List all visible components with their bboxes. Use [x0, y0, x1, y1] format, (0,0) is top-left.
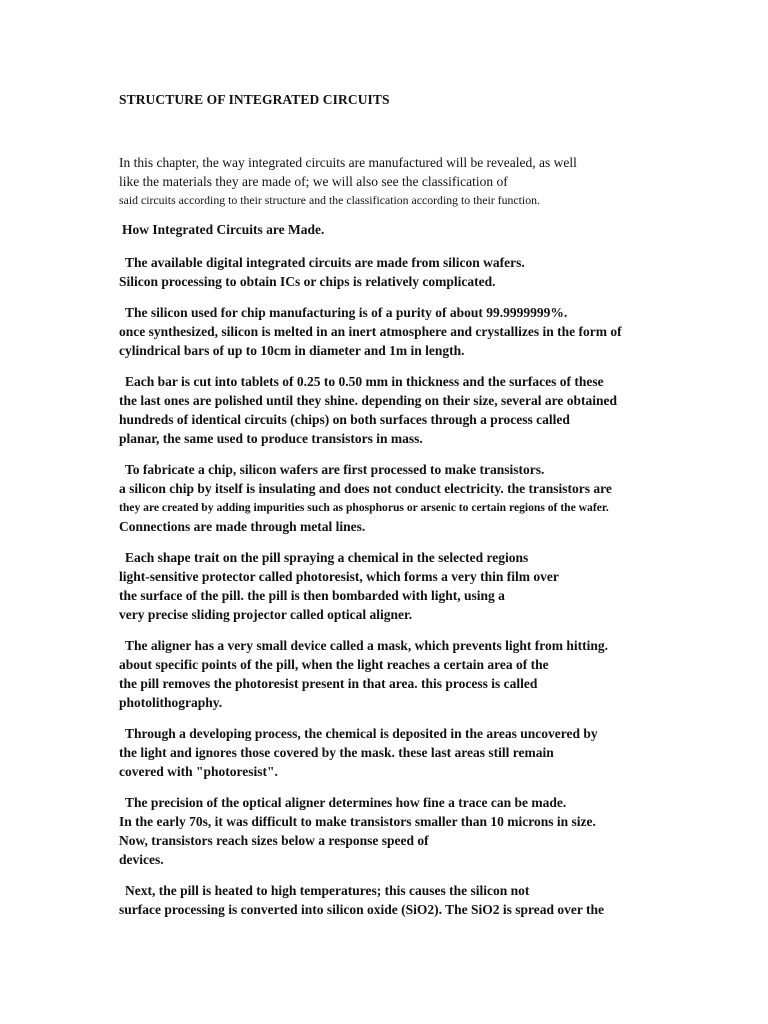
text-line: covered with "photoresist". — [119, 764, 278, 779]
text-line: cylindrical bars of up to 10cm in diameter and 1m in length. — [119, 343, 465, 358]
text-line: about specific points of the pill, when the light reaches a certain area of the — [119, 657, 549, 672]
paragraph-1 — [119, 253, 699, 291]
text-line: To fabricate a chip, silicon wafers are first processed to make transistors. — [125, 462, 545, 477]
intro-paragraph — [119, 153, 679, 210]
text-line: very precise sliding projector called optical aligner. — [119, 607, 413, 622]
text-line: light-sensitive protector called photoresist, which forms a very thin film over — [119, 569, 559, 584]
text-line: In the early 70s, it was difficult to make transistors smaller than 10 microns in size. — [119, 814, 596, 829]
text-line: photolithography. — [119, 695, 223, 710]
intro-line: said circuits according to their structure and the classification according to their function. — [119, 193, 540, 207]
text-line: the last ones are polished until they shine. depending on their size, several are obtained — [119, 393, 618, 408]
text-line: a silicon chip by itself is insulating and does not conduct electricity. the transistors are — [119, 481, 612, 496]
paragraph-4 — [119, 460, 699, 536]
text-line: Next, the pill is heated to high temperatures; this causes the silicon not — [125, 883, 530, 898]
paragraph-7 — [119, 724, 699, 781]
paragraph-5 — [119, 548, 699, 624]
intro-line: In this chapter, the way integrated circuits are manufactured will be revealed, as well — [119, 155, 577, 170]
text-line: hundreds of identical circuits (chips) on both surfaces through a process called — [119, 412, 570, 427]
text-line: Through a developing process, the chemical is deposited in the areas uncovered by — [125, 726, 598, 741]
paragraph-9 — [119, 881, 699, 919]
text-line: The silicon used for chip manufacturing is of a purity of about 99.9999999%. — [125, 305, 568, 320]
body-text — [119, 253, 699, 931]
text-line: the surface of the pill. the pill is then bombarded with light, using a — [119, 588, 505, 603]
intro-line: like the materials they are made of; we will also see the classification of — [119, 174, 508, 189]
text-line: The precision of the optical aligner determines how fine a trace can be made. — [125, 795, 567, 810]
text-line: surface processing is converted into silicon oxide (SiO2). The SiO2 is spread over the — [119, 902, 605, 917]
text-line: planar, the same used to produce transistors in mass. — [119, 431, 423, 446]
paragraph-2 — [119, 303, 699, 360]
text-line: The aligner has a very small device called a mask, which prevents light from hitting. — [125, 638, 608, 653]
text-line: Each bar is cut into tablets of 0.25 to 0.50 mm in thickness and the surfaces of these — [125, 374, 604, 389]
text-line: devices. — [119, 852, 164, 867]
document-title: STRUCTURE OF INTEGRATED CIRCUITS — [119, 92, 390, 107]
text-line: Each shape trait on the pill spraying a chemical in the selected regions — [125, 550, 529, 565]
text-line: they are created by adding impurities such as phosphorus or arsenic to certain regions of the wafer. — [119, 501, 609, 514]
text-line: Silicon processing to obtain ICs or chips is relatively complicated. — [119, 274, 496, 289]
section-heading: How Integrated Circuits are Made. — [122, 222, 325, 237]
text-line: Now, transistors reach sizes below a response speed of — [119, 833, 429, 848]
paragraph-8 — [119, 793, 699, 869]
text-line: once synthesized, silicon is melted in an inert atmosphere and crystallizes in the form of — [119, 324, 622, 339]
paragraph-6 — [119, 636, 699, 712]
text-line: the light and ignores those covered by the mask. these last areas still remain — [119, 745, 554, 760]
paragraph-3 — [119, 372, 699, 448]
text-line: the pill removes the photoresist present in that area. this process is called — [119, 676, 538, 691]
text-line: Connections are made through metal lines. — [119, 519, 366, 534]
text-line: The available digital integrated circuits are made from silicon wafers. — [125, 255, 525, 270]
